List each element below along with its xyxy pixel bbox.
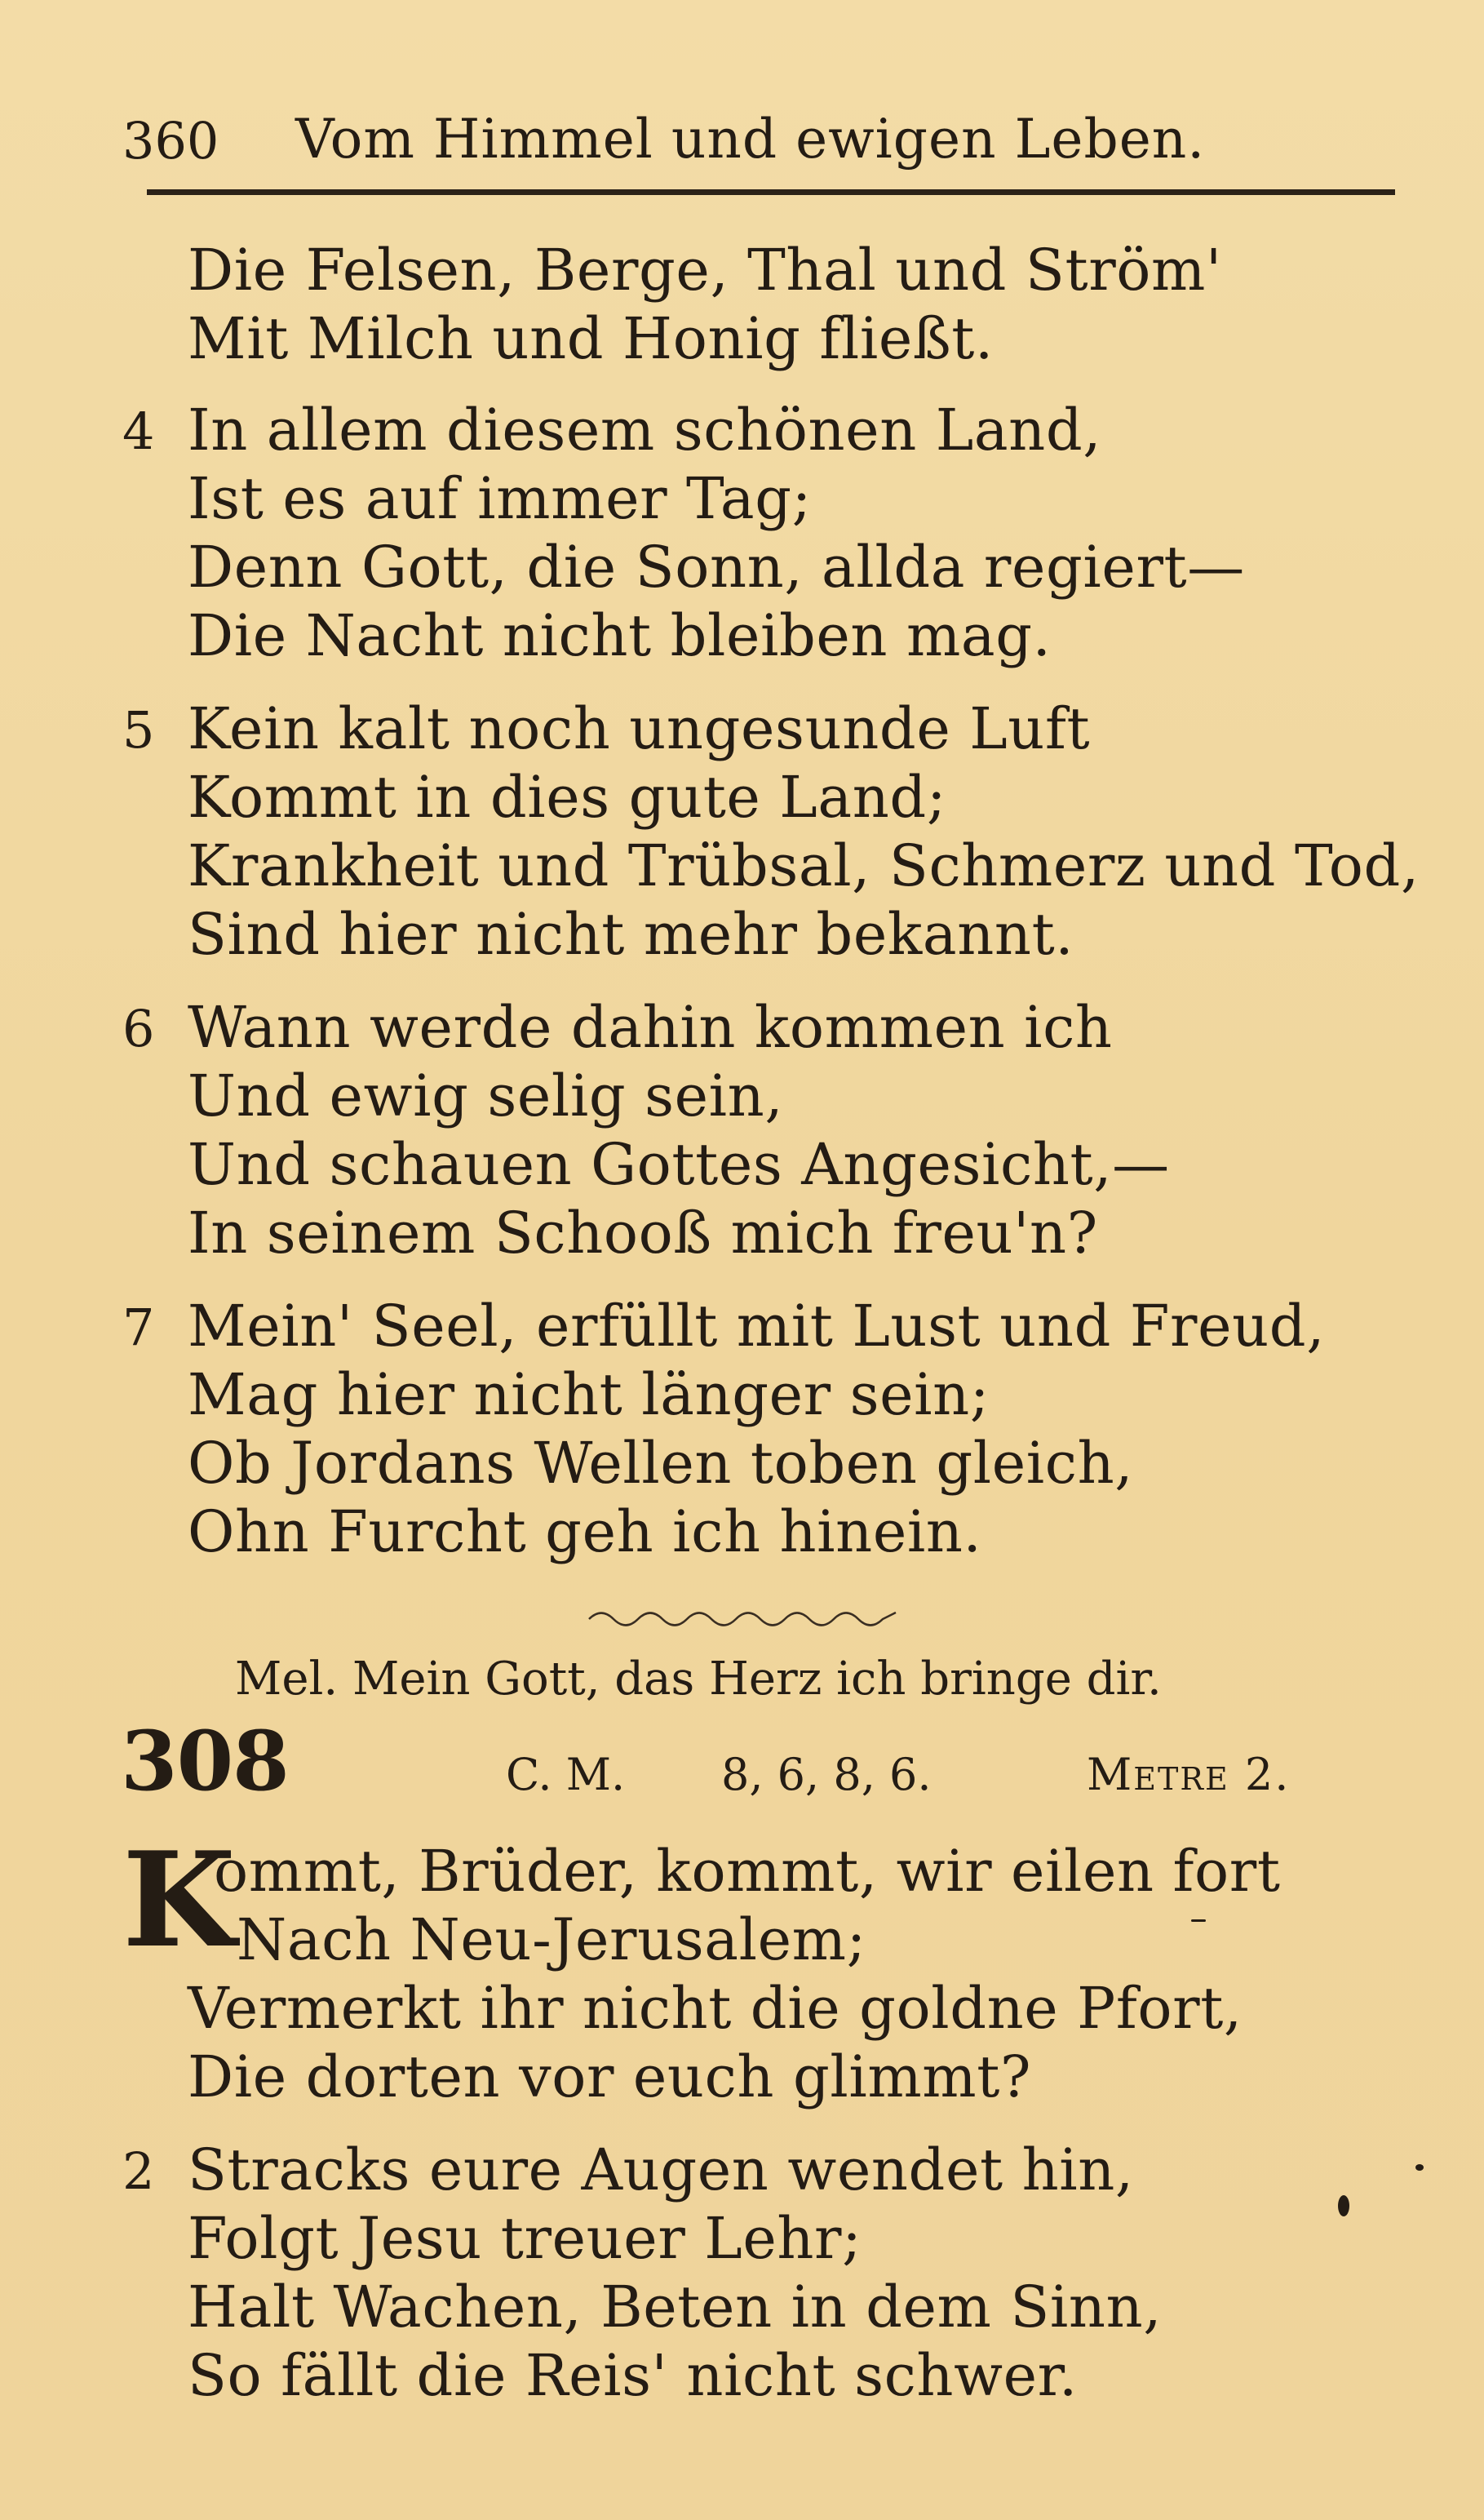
verse-line: Die Nacht nicht bleiben mag. [188,602,1052,669]
verse-line: Wann werde dahin kommen ich [188,994,1113,1061]
hymn-number: 308 [121,1713,289,1809]
ink-speck [1415,2164,1424,2171]
drop-cap: K [122,1823,237,1977]
verse-number: 2 [122,2141,155,2201]
verse-line: In seinem Schooß mich freu'n? [188,1200,1098,1267]
continuation-line: Mit Milch und Honig fließt. [188,305,994,372]
metre-label: Metre 2. [1087,1749,1291,1800]
verse-line: ommt, Brüder, kommt, wir eilen fort [214,1838,1281,1905]
verse-line: Stracks eure Augen wendet hin, [188,2136,1134,2203]
verse-line: In allem diesem schönen Land, [188,397,1102,464]
ink-speck [1338,2195,1349,2216]
page-header [122,106,1395,196]
verse-line: Krankheit und Trübsal, Schmerz und Tod, [188,832,1420,899]
verse-line: Folgt Jesu treuer Lehr; [188,2205,862,2272]
verse-number: 4 [122,402,155,461]
ornament-divider [587,1601,897,1634]
verse-line: Mein' Seel, erfüllt mit Lust und Freud, [188,1293,1326,1360]
verse-line: Sind hier nicht mehr bekannt. [188,901,1074,968]
verse-line: Vermerkt ihr nicht die goldne Pfort, [188,1975,1243,2042]
verse-number: 6 [122,999,155,1058]
verse-line: Denn Gott, die Sonn, allda regiert— [188,534,1245,601]
verse-line: Mag hier nicht länger sein; [188,1361,990,1428]
verse-line: Nach Neu-Jerusalem; [237,1906,866,1973]
verse-line: Halt Wachen, Beten in dem Sinn, [188,2274,1163,2340]
ink-speck [1191,1919,1206,1922]
verse-line: Die dorten vor euch glimmt? [188,2043,1032,2110]
verse-number: 7 [122,1298,155,1357]
verse-line: Kein kalt noch ungesunde Luft [188,695,1091,762]
header-rule [147,189,1395,195]
continuation-line: Die Felsen, Berge, Thal und Ström' [188,237,1222,304]
verse-line: Ob Jordans Wellen toben gleich, [188,1430,1134,1497]
melody-line: Mel. Mein Gott, das Herz ich bringe dir. [235,1653,1162,1706]
running-title: Vom Himmel und ewigen Leben. [295,108,1206,171]
verse-line: Ohn Furcht geh ich hinein. [188,1498,982,1565]
verse-line: So fällt die Reis' nicht schwer. [188,2342,1078,2409]
verse-number: 5 [122,700,155,760]
verse-line: Und schauen Gottes Angesicht,— [188,1131,1170,1198]
verse-line: Und ewig selig sein, [188,1063,784,1129]
meter-code: C. M. [506,1749,626,1800]
verse-line: Ist es auf immer Tag; [188,465,812,532]
verse-line: Kommt in dies gute Land; [188,764,947,831]
meter-values: 8, 6, 8, 6. [721,1749,932,1800]
page-number: 360 [122,111,219,171]
